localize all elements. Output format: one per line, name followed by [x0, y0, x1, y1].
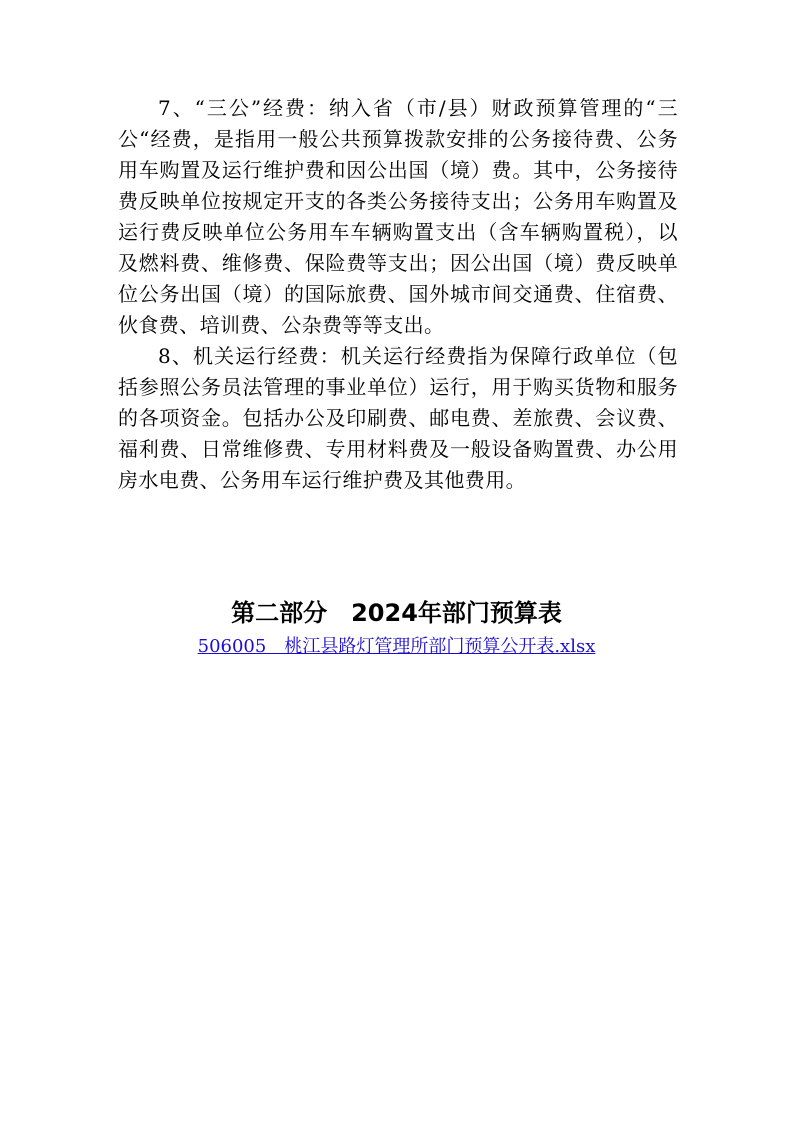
budget-table-file-link[interactable]: 506005 桃江县路灯管理所部门预算公开表.xlsx	[197, 636, 596, 657]
paragraph-three-public-expenses: 7、“三公”经费：纳入省（市/县）财政预算管理的“三公“经费，是指用一般公共预算拨款安排的公务接待费、公务用车购置及运行维护费和因公出国（境）费。其中，公务接待费反映单位按规定开支的各类公务接待支出；公务用车购置及运行费反映单位公务用车车辆购置支出（含车辆购置税），以及燃料费、维修费、保险费等支出；因公出国（境）费反映单位公务出国（境）的国际旅费、国外城市间交通费、住宿费、伙食费、培训费、公杂费等等支出。	[118, 96, 678, 337]
section-title: 第二部分 2024年部门预算表	[231, 599, 562, 627]
paragraph-agency-operating-expenses: 8、机关运行经费：机关运行经费指为保障行政单位（包括参照公务员法管理的事业单位）运行，用于购买货物和服务的各项资金。包括办公及印刷费、邮电费、差旅费、会议费、福利费、日常维修费、专用材料费及一般设备购置费、办公用房水电费、公务用车运行维护费及其他费用。	[118, 344, 678, 492]
body-text	[118, 93, 678, 496]
